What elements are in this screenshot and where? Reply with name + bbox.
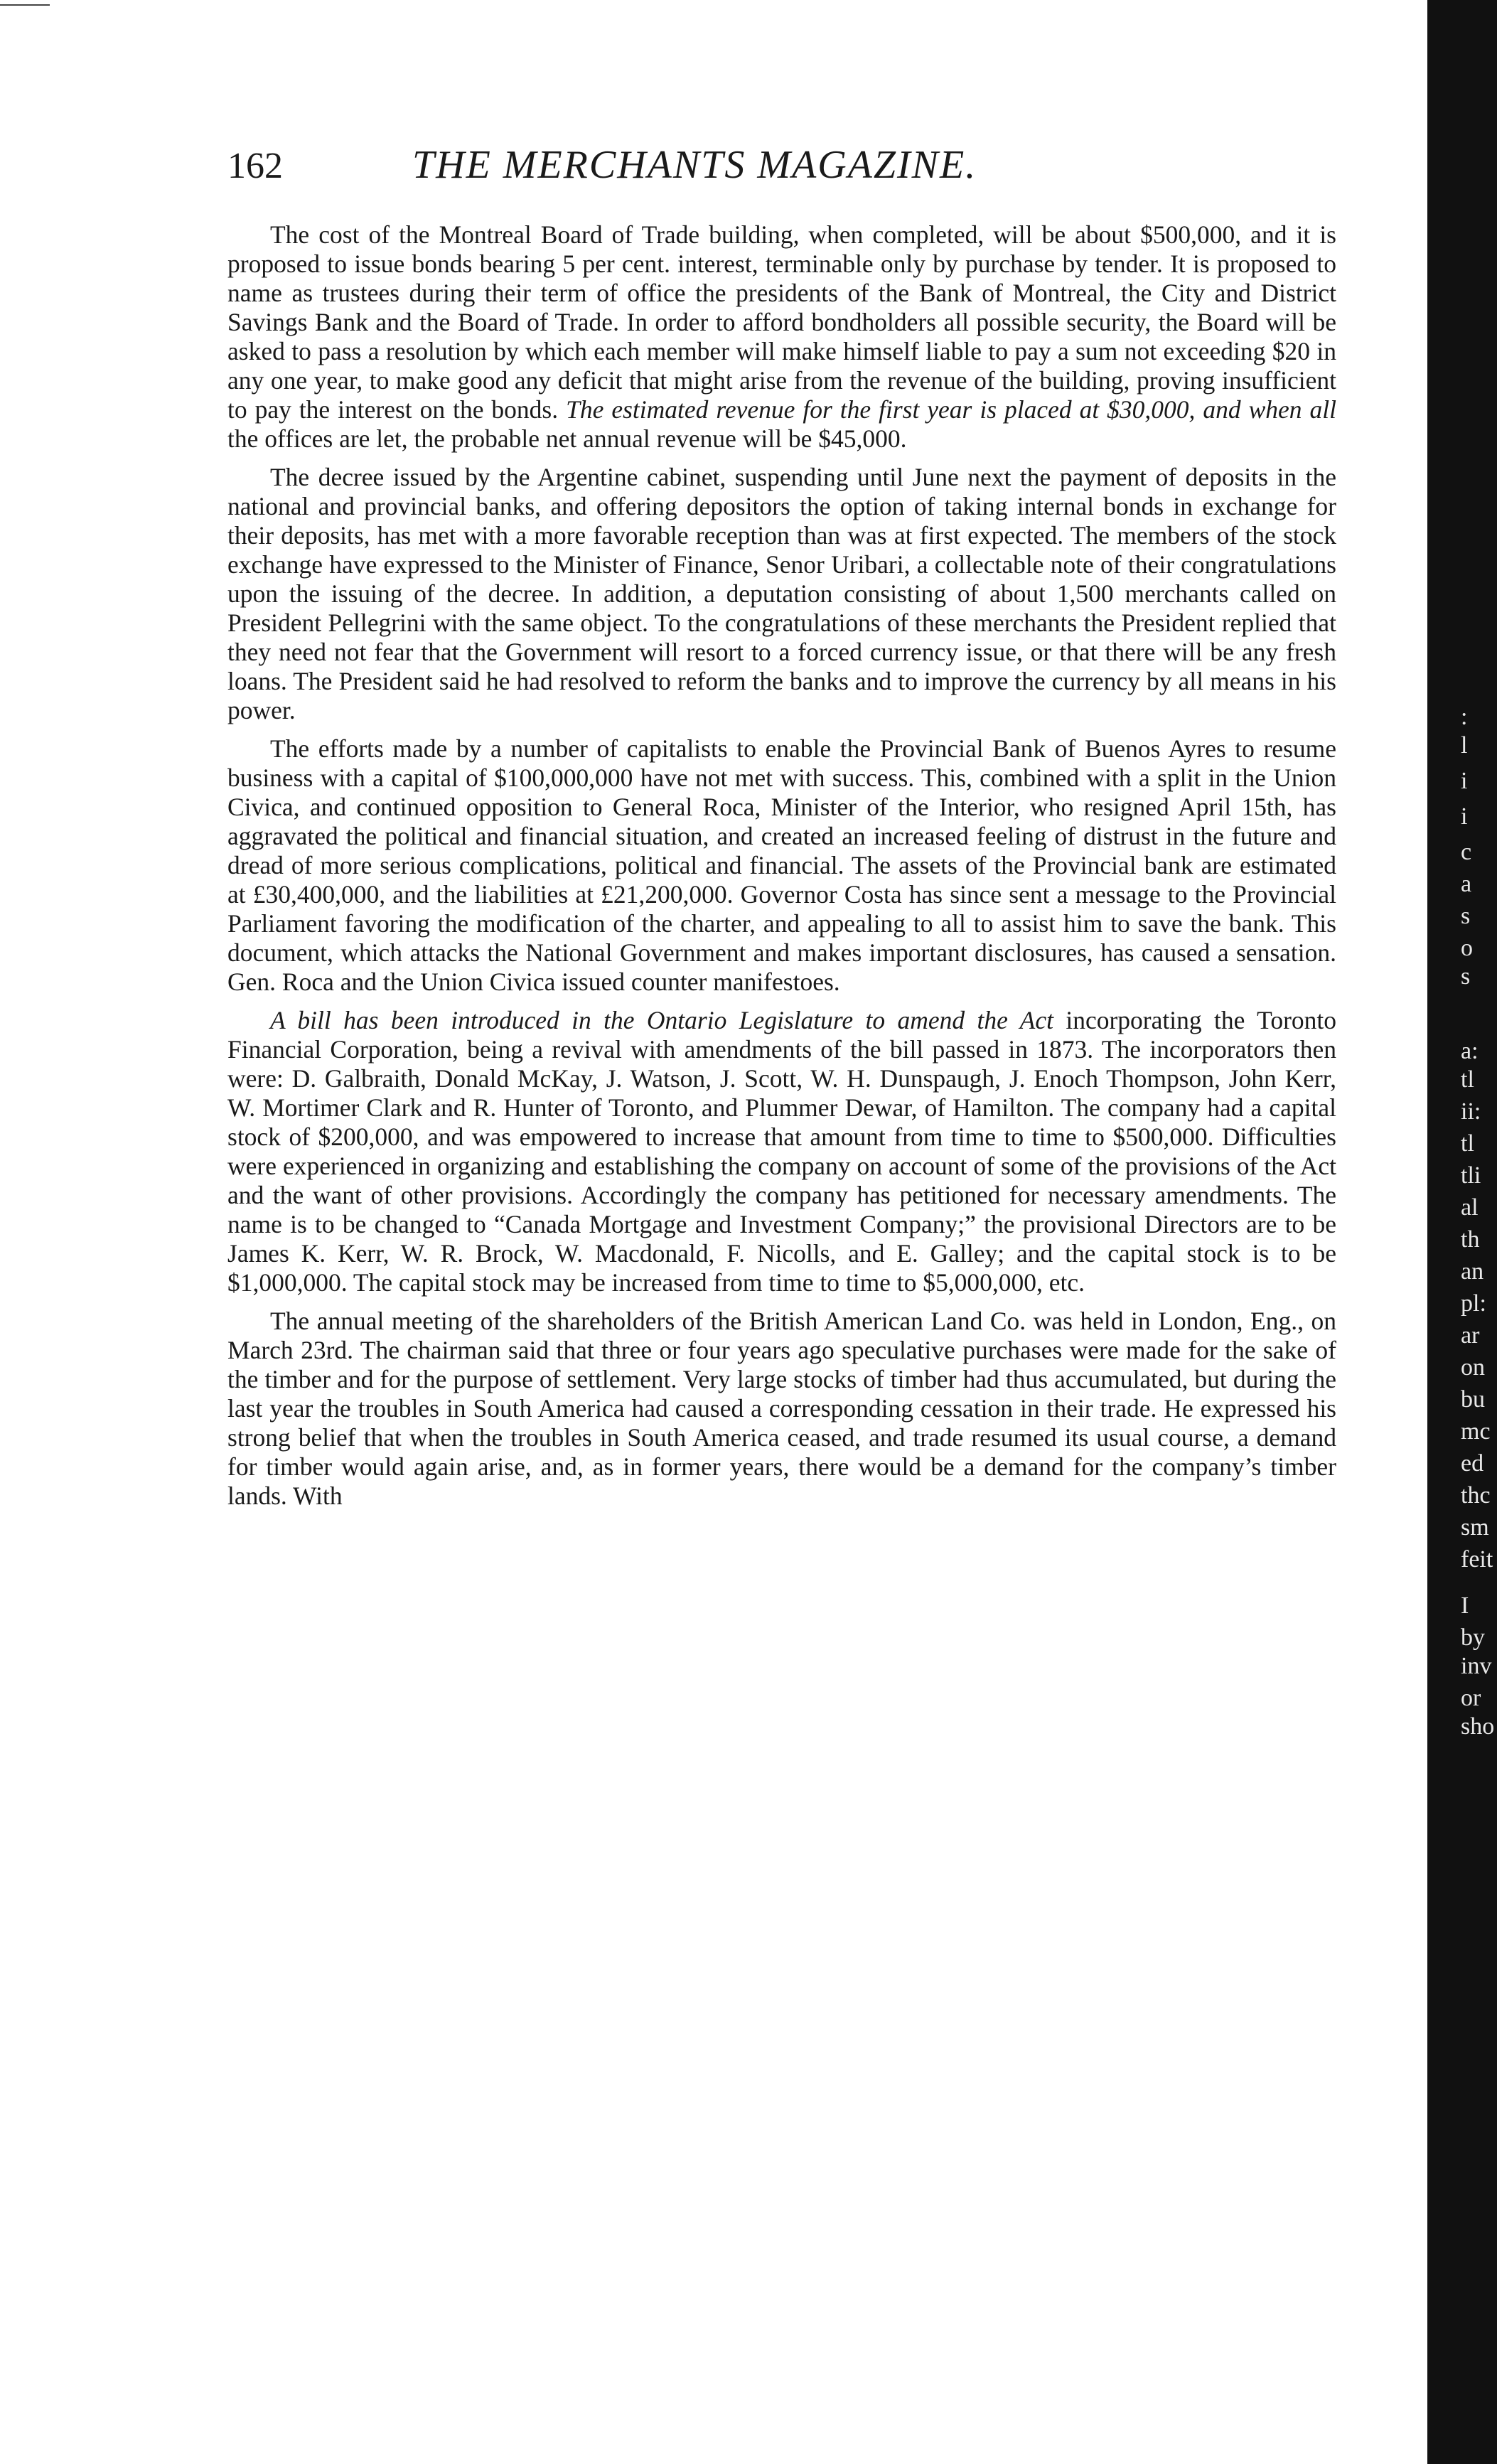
facing-page-fragment: c <box>1461 839 1472 865</box>
facing-page-fragment: th <box>1461 1226 1480 1253</box>
page-header <box>227 142 1336 220</box>
paragraph-text: The cost of the Montreal Board of Trade building, when completed, will be about $500,000, and it is proposed to issue bonds bearing 5 per cent. interest, terminable only by purchase by tender. It is proposed to name as trustees during their term of office the presidents of the Bank of Montreal, the City and District Savings Bank and the Board of Trade. In order to afford bondholders all possible security, the Board will be asked to pass a resolution by which each member will make himself liable to pay a sum not exceeding $20 in any one year, to make good any deficit that might arise from the revenue of the building, proving insufficient to pay the interest on the bonds. <box>227 220 1336 424</box>
paragraph-text: The decree issued by the Argentine cabinet, suspending until June next the payment of deposits in the national and provincial banks, and offering depositors the option of taking internal bonds in exchange for their deposits, has met with a more favorable reception than was at first expected. The members of the stock exchange have expressed to the Minister of Finance, Senor Uribari, a collectable note of their congratulations upon the issuing of the decree. In addition, a deputation consisting of about 1,500 merchants called on President Pellegrini with the same object. To the congratulations of these merchants the President replied that they need not fear that the Government will resort to a forced currency issue, or that there will be any fresh loans. The President said he had resolved to reform the banks and to improve the currency by all means in his power. <box>227 463 1336 724</box>
facing-page-fragment: tl <box>1461 1066 1474 1093</box>
page-body <box>227 142 1336 1520</box>
facing-page-fragments <box>1461 0 1495 2464</box>
paragraph-text: incorporating the Toronto Financial Corporation, being a revival with amendments of the bill passed in 1873. The incorporators then were: D. Galbraith, Donald McKay, J. Watson, J. Scott, W. H. Dunspaugh, J. Enoch Thompson, John Kerr, W. Mortimer Clark and R. Hunter of Toronto, and Plummer Dewar, of Hamilton. The company had a capital stock of $200,000, and was empowered to increase that amount from time to time to $500,000. Difficulties were experienced in organizing and establishing the company on account of some of the provisions of the Act and the want of other provisions. Accordingly the company has petitioned for necessary amendments. The name is to be changed to “Canada Mortgage and Investment Company;” the provisional Directors are to be James K. Kerr, W. R. Brock, W. Macdonald, F. Nicolls, and E. Galley; and the capital stock is to be $1,000,000. The capital stock may be increased from time to time to $5,000,000, etc. <box>227 1006 1336 1297</box>
facing-page-fragment: l <box>1461 732 1468 759</box>
facing-page-fragment: i <box>1461 768 1468 794</box>
paragraph-text: The annual meeting of the shareholders of the British American Land Co. was held in London, Eng., on March 23rd. The chairman said that three or four years ago speculative purchases were made for the sake of the timber and for the purpose of settlement. Very large stocks of timber had thus accumulated, but during the last year the troubles in South America had caused a corresponding cessation in their trade. He expressed his strong belief that when the troubles in South America ceased, and trade resumed its usual course, a demand for timber would again arise, and, as in former years, there would be a demand for the company’s timber lands. With <box>227 1307 1336 1510</box>
paragraph-italic-text: The estimated revenue for the first year is placed at $30,000, and when all <box>566 395 1336 424</box>
paragraph-text: The efforts made by a number of capitalists to enable the Provincial Bank of Buenos Ayres to resume business with a capital of $100,000,000 have not met with success. This, combined with a split in the Union Civica, and continued opposition to General Roca, Minister of the Interior, who resigned April 15th, has aggravated the political and financial situation, and created an increased feeling of distrust in the future and dread of more serious complications, political and financial. The assets of the Provincial bank are estimated at £30,400,000, and the liabilities at £21,200,000. Governor Costa has since sent a message to the Provincial Parliament favoring the modification of the charter, and appealing to all to assist him to save the bank. This document, which attacks the National Government and makes important disclosures, has caused a sensation. Gen. Roca and the Union Civica issued counter manifestoes. <box>227 734 1336 996</box>
facing-page-fragment: i <box>1461 803 1468 830</box>
running-title: THE MERCHANTS MAGAZINE. <box>412 143 977 187</box>
facing-page-fragment: sho <box>1461 1713 1495 1740</box>
facing-page-fragment: a <box>1461 871 1472 897</box>
paragraph-buenos-ayres-bank <box>227 734 1336 997</box>
facing-page-fragment: I <box>1461 1592 1469 1619</box>
facing-page-fragment: thc <box>1461 1482 1491 1509</box>
page-number: 162 <box>227 146 283 186</box>
facing-page-fragment: bu <box>1461 1386 1485 1413</box>
paragraph-british-american-land <box>227 1307 1336 1511</box>
paragraph-ontario-bill <box>227 1006 1336 1297</box>
facing-page-fragment: o <box>1461 935 1473 961</box>
paragraph-italic-text: A bill has been introduced in the Ontario Legislature to amend the Act <box>270 1006 1053 1034</box>
top-edge-rule <box>0 4 50 6</box>
facing-page-fragment: pl: <box>1461 1290 1486 1317</box>
facing-page-fragment: s <box>1461 903 1471 929</box>
facing-page-fragment: on <box>1461 1354 1485 1381</box>
paragraph-argentine-decree <box>227 463 1336 725</box>
facing-page-fragment: by <box>1461 1624 1485 1651</box>
facing-page-fragment: ed <box>1461 1450 1484 1477</box>
facing-page-fragment: tli <box>1461 1162 1481 1189</box>
paragraph-text: the offices are let, the probable net annual revenue will be $45,000. <box>227 424 907 453</box>
facing-page-fragment: : <box>1461 704 1468 730</box>
facing-page-fragment: an <box>1461 1258 1484 1285</box>
facing-page-fragment: al <box>1461 1194 1479 1221</box>
facing-page-fragment: ii: <box>1461 1098 1481 1125</box>
facing-page-fragment: a: <box>1461 1038 1479 1064</box>
facing-page-fragment: ar <box>1461 1322 1480 1349</box>
facing-page-fragment: sm <box>1461 1514 1489 1541</box>
facing-page-fragment: s <box>1461 963 1471 990</box>
facing-page-fragment: mc <box>1461 1418 1491 1445</box>
facing-page-fragment: feit <box>1461 1546 1493 1573</box>
facing-page-fragment: or <box>1461 1685 1481 1711</box>
facing-page-fragment: inv <box>1461 1653 1492 1679</box>
paragraph-montreal-board <box>227 220 1336 454</box>
facing-page-fragment: tl <box>1461 1130 1474 1157</box>
